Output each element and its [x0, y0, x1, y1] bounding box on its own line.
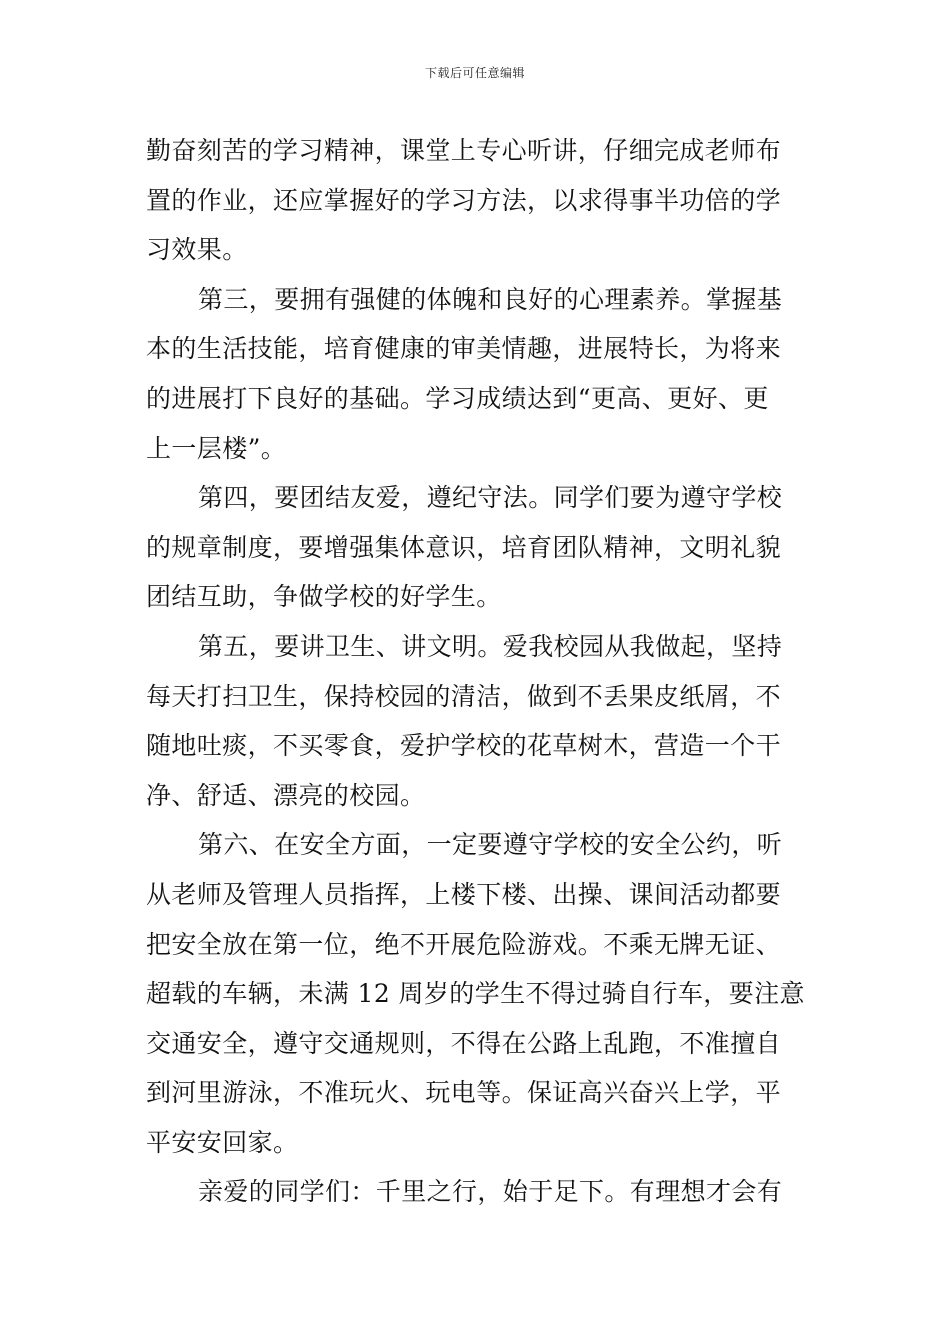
text-line: 平安安回家。 — [146, 1127, 299, 1157]
text-line: 本的生活技能，培育健康的审美情趣，进展特长，为将来 — [146, 334, 782, 364]
text-line: 上一层楼”。 — [146, 433, 287, 463]
text-line: 团结互助，争做学校的好学生。 — [146, 582, 502, 612]
paragraph-start-line: 第六、在安全方面，一定要遵守学校的安全公约，听 — [198, 830, 783, 860]
text-line: 净、舒适、漂亮的校园。 — [146, 780, 426, 810]
text-line: 的规章制度，要增强集体意识，培育团队精神，文明礼貌 — [146, 532, 782, 562]
paragraph-start-line: 第四，要团结友爱，遵纪守法。同学们要为遵守学校 — [198, 483, 783, 513]
text-line: 从老师及管理人员指挥，上楼下楼、出操、课间活动都要 — [146, 879, 782, 909]
text-line: 每天打扫卫生，保持校园的清洁，做到不丢果皮纸屑，不 — [146, 681, 782, 711]
paragraph-start-line: 第五，要讲卫生、讲文明。爱我校园从我做起，坚持 — [198, 631, 783, 661]
text-line: 随地吐痰，不买零食，爱护学校的花草树木，营造一个干 — [146, 731, 782, 761]
page-header: 下载后可任意编辑 — [424, 66, 525, 80]
text-line: 的进展打下良好的基础。学习成绩达到“更高、更好、更 — [146, 383, 769, 413]
document-body — [146, 126, 810, 1217]
text-line: 勤奋刻苦的学习精神，课堂上专心听讲，仔细完成老师布 — [146, 136, 782, 165]
text-line: 超载的车辆，未满 12 周岁的学生不得过骑自行车，要注意 — [146, 979, 805, 1009]
text-line: 交通安全，遵守交通规则，不得在公路上乱跑，不准擅自 — [146, 1028, 782, 1058]
paragraph-start-line: 第三，要拥有强健的体魄和良好的心理素养。掌握基 — [198, 284, 783, 314]
paragraph-start-line: 亲爱的同学们：千里之行，始于足下。有理想才会有 — [198, 1177, 783, 1207]
text-line: 把安全放在第一位，绝不开展危险游戏。不乘无牌无证、 — [146, 929, 782, 959]
text-line: 置的作业，还应掌握好的学习方法，以求得事半功倍的学 — [146, 185, 782, 215]
text-line: 到河里游泳，不准玩火、玩电等。保证高兴奋兴上学，平 — [146, 1078, 782, 1108]
text-line: 习效果。 — [146, 235, 248, 265]
